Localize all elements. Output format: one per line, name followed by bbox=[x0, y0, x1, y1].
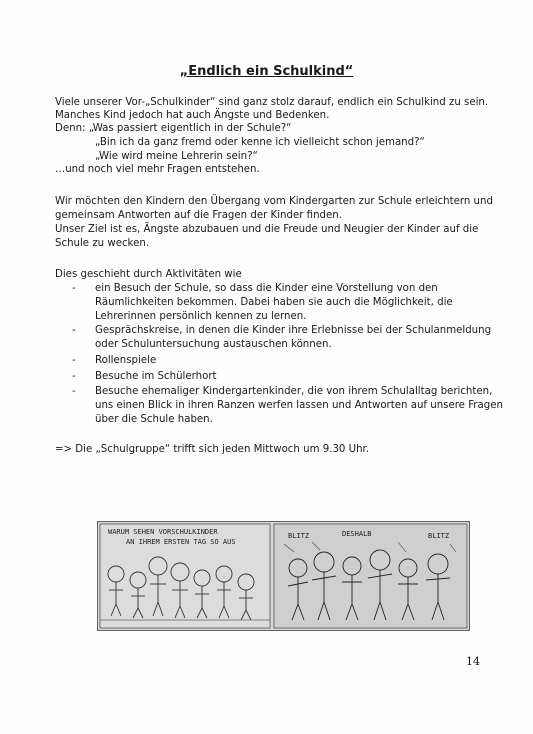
intro-line-5: „Wie wird meine Lehrerin sein?“ bbox=[95, 151, 258, 162]
comic-caption-2: AN IHREM ERSTEN TAG SO AUS bbox=[126, 538, 236, 546]
goal-line-2: gemeinsam Antworten auf die Fragen der Kinder finden. bbox=[55, 210, 342, 221]
comic-sfx-2: BLITZ bbox=[428, 532, 450, 540]
activity-3-line-1: Rollenspiele bbox=[95, 355, 157, 366]
activity-5-line-1: Besuche ehemaliger Kindergartenkinder, die von ihrem Schulalltag berichten, bbox=[95, 386, 493, 397]
list-dash: - bbox=[72, 325, 76, 336]
activity-1-line-1: ein Besuch der Schule, so dass die Kinder eine Vorstellung von den bbox=[95, 283, 438, 294]
activity-5-line-3: über die Schule haben. bbox=[95, 414, 213, 425]
goal-line-3: Unser Ziel ist es, Ängste abzubauen und die Freude und Neugier der Kinder auf die bbox=[55, 224, 479, 235]
list-dash: - bbox=[72, 371, 76, 382]
comic-drawing bbox=[98, 522, 469, 630]
page-title: „Endlich ein Schulkind“ bbox=[179, 64, 354, 79]
list-dash: - bbox=[72, 283, 76, 294]
comic-caption-1: WARUM SEHEN VORSCHULKINDER bbox=[108, 528, 218, 536]
list-dash: - bbox=[72, 355, 76, 366]
comic-strip-image bbox=[97, 521, 470, 631]
activities-intro: Dies geschieht durch Aktivitäten wie bbox=[55, 269, 242, 280]
intro-line-2: Manches Kind jedoch hat auch Ängste und Bedenken. bbox=[55, 110, 330, 121]
comic-sfx-1: BLITZ bbox=[288, 532, 310, 540]
activity-2-line-2: oder Schuluntersuchung austauschen können. bbox=[95, 339, 332, 350]
intro-line-6: …und noch viel mehr Fragen entstehen. bbox=[55, 164, 260, 175]
list-dash: - bbox=[72, 386, 76, 397]
intro-line-3: Denn: „Was passiert eigentlich in der Schule?“ bbox=[55, 123, 292, 134]
intro-line-4: „Bin ich da ganz fremd oder kenne ich vielleicht schon jemand?“ bbox=[95, 137, 425, 148]
activity-2-line-1: Gesprächskreise, in denen die Kinder ihre Erlebnisse bei der Schulanmeldung bbox=[95, 325, 492, 336]
activity-5-line-2: uns einen Blick in ihren Ranzen werfen lassen und Antworten auf unsere Fragen bbox=[95, 400, 503, 411]
activity-1-line-2: Räumlichkeiten bekommen. Dabei haben sie auch die Möglichkeit, die bbox=[95, 297, 453, 308]
activity-4-line-1: Besuche im Schülerhort bbox=[95, 371, 217, 382]
activity-1-line-3: Lehrerinnen persönlich kennen zu lernen. bbox=[95, 311, 307, 322]
intro-line-1: Viele unserer Vor-„Schulkinder“ sind ganz stolz darauf, endlich ein Schulkind zu sein. bbox=[55, 97, 489, 108]
page-number: 14 bbox=[466, 655, 480, 668]
goal-line-4: Schule zu wecken. bbox=[55, 238, 150, 249]
comic-caption-3: DESHALB bbox=[342, 530, 372, 538]
goal-line-1: Wir möchten den Kindern den Übergang vom Kindergarten zur Schule erleichtern und bbox=[55, 196, 493, 207]
schedule-note: => Die „Schulgruppe“ trifft sich jeden Mittwoch um 9.30 Uhr. bbox=[55, 444, 370, 455]
